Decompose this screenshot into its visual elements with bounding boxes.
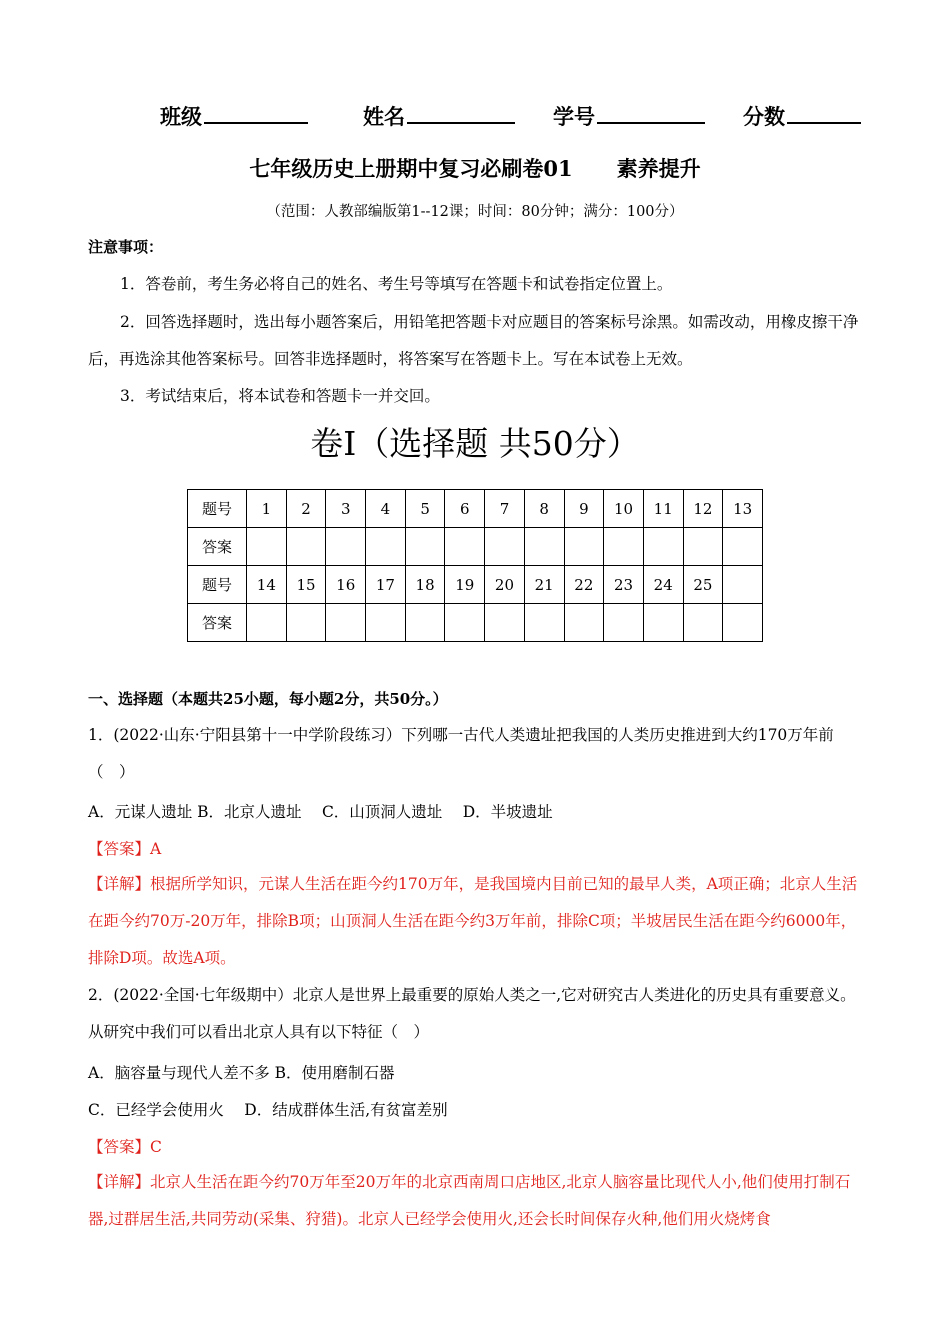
grid-answer-cell[interactable] (564, 528, 604, 566)
grid-answer-cell[interactable] (366, 528, 406, 566)
grid-answer-cell[interactable] (445, 604, 485, 642)
grid-answer-cell[interactable] (326, 528, 366, 566)
grid-number: 17 (366, 566, 406, 604)
class-field[interactable] (160, 100, 308, 131)
answer-grid-number-row-1 (188, 490, 763, 528)
grid-number: 8 (524, 490, 564, 528)
grid-answer-cell[interactable] (683, 604, 723, 642)
grid-number: 7 (485, 490, 525, 528)
grid-label-answer: 答案 (188, 604, 247, 642)
grid-label-answer: 答案 (188, 528, 247, 566)
grid-number (723, 566, 763, 604)
grid-answer-cell[interactable] (643, 528, 683, 566)
question-2-explanation: 【详解】北京人生活在距今约70万年至20万年的北京西南周口店地区,北京人脑容量比现代人小,他们使用打制石器,过群居生活,共同劳动(采集、狩猎)。北京人已经学会使用火,还会长时间保存火种,他们用火烧烤食 (88, 1173, 851, 1228)
notice-title: 注意事项： (88, 238, 164, 256)
grid-answer-cell[interactable] (247, 528, 287, 566)
answer-grid-number-row-2 (188, 566, 763, 604)
notice-item-2: 2．回答选择题时，选出每小题答案后，用铅笔把答题卡对应题目的答案标号涂黑。如需改动，用橡皮擦干净后，再选涂其他答案标号。回答非选择题时，将答案写在答题卡上。写在本试卷上无效。 (88, 313, 859, 368)
grid-number: 15 (286, 566, 326, 604)
grid-number: 10 (604, 490, 644, 528)
grid-number: 14 (247, 566, 287, 604)
grid-number: 19 (445, 566, 485, 604)
grid-answer-cell[interactable] (524, 528, 564, 566)
grid-number: 4 (366, 490, 406, 528)
grid-label-number: 题号 (188, 490, 247, 528)
student-id-label: 学号 (553, 104, 595, 129)
grid-answer-cell[interactable] (643, 604, 683, 642)
question-2-options-line-1: A．脑容量与现代人差不多 B．使用磨制石器 (88, 1064, 395, 1082)
grid-number: 1 (247, 490, 287, 528)
paper-title-sub: 素养提升 (616, 156, 701, 181)
name-label: 姓名 (363, 104, 405, 129)
answer-grid-answer-row-1 (188, 528, 763, 566)
grid-number: 3 (326, 490, 366, 528)
grid-answer-cell[interactable] (604, 604, 644, 642)
grid-answer-cell[interactable] (286, 604, 326, 642)
question-2-answer: 【答案】C (88, 1138, 162, 1156)
class-label: 班级 (160, 104, 202, 129)
grid-number: 21 (524, 566, 564, 604)
exam-range: （范围：人教部编版第1--12课；时间：80分钟；满分：100分） (266, 204, 684, 220)
grid-number: 24 (643, 566, 683, 604)
grid-number: 23 (604, 566, 644, 604)
score-blank[interactable] (787, 100, 861, 124)
question-2-options-line-2: C．已经学会使用火 D．结成群体生活,有贫富差别 (88, 1101, 448, 1119)
student-id-field[interactable] (553, 100, 705, 131)
exam-part-heading: 卷I（选择题 共50分） (310, 424, 640, 463)
student-id-blank[interactable] (597, 100, 705, 124)
paper-title-main: 七年级历史上册期中复习必刷卷01 (249, 156, 573, 181)
grid-number: 11 (643, 490, 683, 528)
grid-number: 9 (564, 490, 604, 528)
question-1-explanation: 【详解】根据所学知识，元谋人生活在距今约170万年，是我国境内目前已知的最早人类，A项正确；北京人生活在距今约70万-20万年，排除B项；山顶洞人生活在距今约3万年前，排除C项；半坡居民生活在距今约6000年，排除D项。故选A项。 (88, 875, 858, 967)
grid-number: 5 (405, 490, 445, 528)
grid-number: 22 (564, 566, 604, 604)
grid-answer-cell[interactable] (524, 604, 564, 642)
notice-item-1: 1．答卷前，考生务必将自己的姓名、考生号等填写在答题卡和试卷指定位置上。 (120, 275, 673, 293)
grid-answer-cell[interactable] (445, 528, 485, 566)
score-field[interactable] (743, 100, 861, 131)
grid-number: 6 (445, 490, 485, 528)
grid-answer-cell[interactable] (604, 528, 644, 566)
score-label: 分数 (743, 104, 785, 129)
grid-number: 25 (683, 566, 723, 604)
grid-number: 13 (723, 490, 763, 528)
grid-number: 16 (326, 566, 366, 604)
grid-answer-cell[interactable] (366, 604, 406, 642)
grid-number: 20 (485, 566, 525, 604)
grid-number: 12 (683, 490, 723, 528)
grid-answer-cell[interactable] (723, 528, 763, 566)
class-blank[interactable] (204, 100, 308, 124)
question-1-stem: 1．(2022·山东·宁阳县第十一中学阶段练习）下列哪一古代人类遗址把我国的人类历史推进到大约170万年前（ ） (88, 726, 834, 781)
grid-answer-cell[interactable] (485, 604, 525, 642)
question-1-answer: 【答案】A (88, 840, 162, 858)
grid-label-number: 题号 (188, 566, 247, 604)
notice-item-3: 3．考试结束后，将本试卷和答题卡一并交回。 (120, 387, 440, 405)
question-1-options: A．元谋人遗址 B．北京人遗址 C．山顶洞人遗址 D．半坡遗址 (88, 803, 553, 821)
grid-answer-cell[interactable] (326, 604, 366, 642)
name-blank[interactable] (407, 100, 515, 124)
grid-answer-cell[interactable] (405, 604, 445, 642)
name-field[interactable] (363, 100, 515, 131)
answer-grid-answer-row-2 (188, 604, 763, 642)
grid-answer-cell[interactable] (247, 604, 287, 642)
paper-title (0, 153, 950, 183)
grid-answer-cell[interactable] (485, 528, 525, 566)
grid-answer-cell[interactable] (723, 604, 763, 642)
grid-answer-cell[interactable] (286, 528, 326, 566)
grid-answer-cell[interactable] (405, 528, 445, 566)
grid-answer-cell[interactable] (683, 528, 723, 566)
grid-number: 2 (286, 490, 326, 528)
grid-number: 18 (405, 566, 445, 604)
grid-answer-cell[interactable] (564, 604, 604, 642)
answer-grid (187, 489, 763, 642)
question-2-stem: 2．(2022·全国·七年级期中）北京人是世界上最重要的原始人类之一,它对研究古人类进化的历史具有重要意义。从研究中我们可以看出北京人具有以下特征（ ） (88, 986, 856, 1041)
section-title: 一、选择题（本题共25小题，每小题2分，共50分。） (88, 690, 448, 708)
